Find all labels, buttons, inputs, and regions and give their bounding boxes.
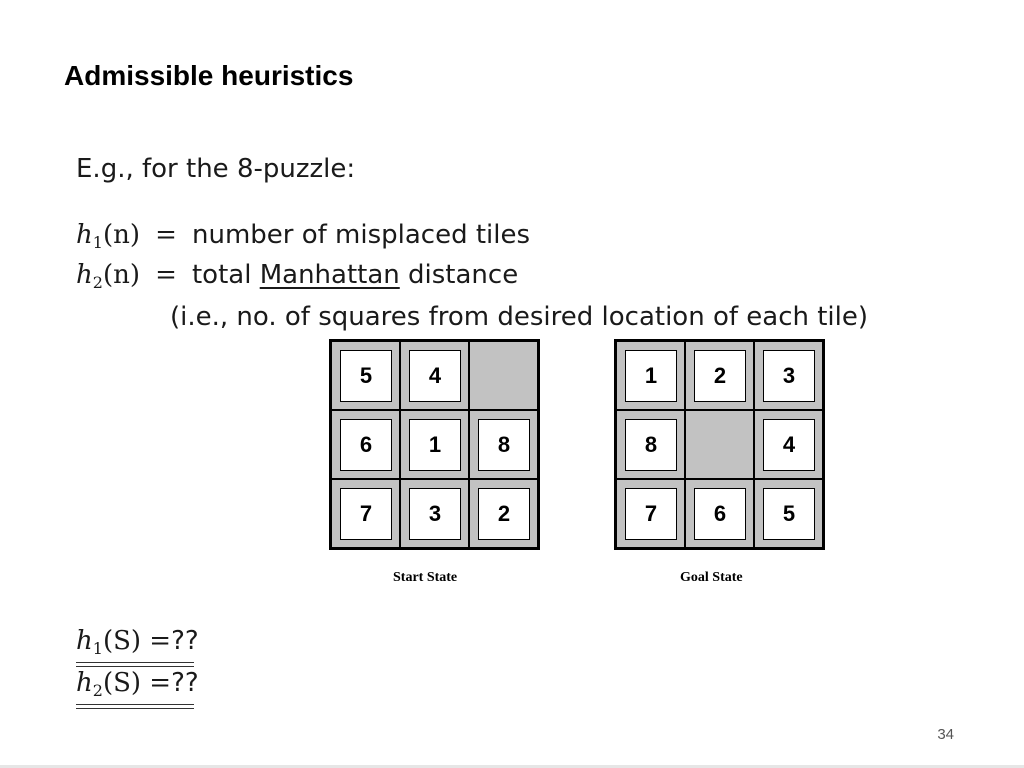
start-cell-2-2 — [400, 410, 469, 479]
question-h2 — [76, 668, 199, 700]
start-tile-2: 2 — [478, 488, 530, 540]
h2-description-manhattan: Manhattan — [259, 260, 400, 290]
divider-rule-2 — [76, 666, 194, 667]
goal-cell-1-3 — [754, 341, 823, 410]
question-h1-function: $h_1(S)$ = — [76, 626, 172, 658]
divider-rule-4 — [76, 708, 194, 709]
start-tile-6: 6 — [340, 419, 392, 471]
h2-description-post: distance — [408, 260, 519, 290]
start-blank-cell — [469, 341, 538, 410]
h2-definition — [76, 260, 518, 292]
start-tile-1: 1 — [409, 419, 461, 471]
question-h2-answer: ?? — [171, 668, 199, 698]
page-number: 34 — [937, 726, 954, 743]
goal-tile-8: 8 — [625, 419, 677, 471]
start-tile-3: 3 — [409, 488, 461, 540]
h2-function: $h_2(n)$ — [76, 260, 140, 292]
intro-text: E.g., for the 8-puzzle: — [76, 154, 356, 184]
start-cell-1-1 — [331, 341, 400, 410]
start-cell-1-2 — [400, 341, 469, 410]
goal-state-puzzle — [614, 339, 825, 550]
h1-description: number of misplaced tiles — [191, 220, 531, 250]
start-cell-3-1 — [331, 479, 400, 548]
goal-cell-2-1 — [616, 410, 685, 479]
start-cell-2-3 — [469, 410, 538, 479]
goal-cell-3-1 — [616, 479, 685, 548]
goal-tile-3: 3 — [763, 350, 815, 402]
goal-cell-1-2 — [685, 341, 754, 410]
goal-blank-cell — [685, 410, 754, 479]
goal-cell-3-2 — [685, 479, 754, 548]
goal-cell-1-1 — [616, 341, 685, 410]
start-cell-2-1 — [331, 410, 400, 479]
start-cell-3-2 — [400, 479, 469, 548]
goal-state-caption: Goal State — [680, 570, 743, 585]
start-tile-7: 7 — [340, 488, 392, 540]
goal-tile-4: 4 — [763, 419, 815, 471]
goal-tile-1: 1 — [625, 350, 677, 402]
question-h2-function: $h_2(S)$ = — [76, 668, 172, 700]
start-tile-4: 4 — [409, 350, 461, 402]
start-state-puzzle — [329, 339, 540, 550]
goal-tile-5: 5 — [763, 488, 815, 540]
goal-cell-2-3 — [754, 410, 823, 479]
h2-description-pre: total — [191, 260, 252, 290]
question-h1 — [76, 626, 199, 658]
slide-title: Admissible heuristics — [64, 60, 354, 91]
h1-definition — [76, 220, 530, 252]
goal-cell-3-3 — [754, 479, 823, 548]
question-h1-answer: ?? — [171, 626, 199, 656]
h1-function: $h_1(n)$ — [76, 220, 140, 252]
h2-equals: = — [155, 260, 177, 290]
h2-note: (i.e., no. of squares from desired location of each tile) — [170, 302, 869, 332]
goal-tile-7: 7 — [625, 488, 677, 540]
start-state-caption: Start State — [393, 570, 458, 585]
divider-rule-1 — [76, 662, 194, 663]
goal-tile-2: 2 — [694, 350, 746, 402]
divider-rule-3 — [76, 704, 194, 705]
start-tile-8: 8 — [478, 419, 530, 471]
h1-equals: = — [155, 220, 177, 250]
goal-tile-6: 6 — [694, 488, 746, 540]
start-tile-5: 5 — [340, 350, 392, 402]
start-cell-3-3 — [469, 479, 538, 548]
